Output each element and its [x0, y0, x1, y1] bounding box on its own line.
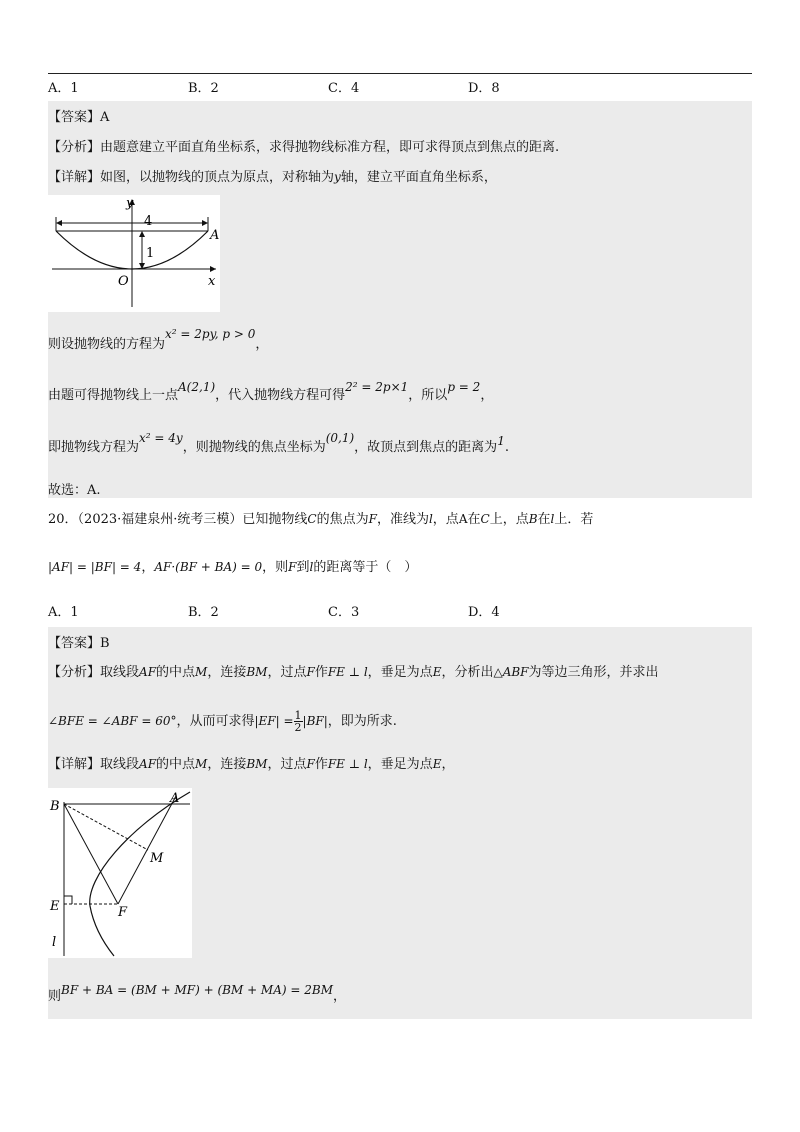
- analysis-label: 【分析】: [48, 140, 101, 155]
- fig1-x-label: x: [208, 274, 216, 289]
- option-a: A．1: [48, 81, 79, 96]
- math-b: B: [528, 512, 538, 526]
- analysis-label: 【分析】: [48, 665, 101, 680]
- line2-end: ，: [480, 388, 494, 403]
- fig1-y-label: y: [126, 196, 134, 211]
- fraction-numerator: 1: [294, 709, 302, 722]
- fig1-height-label: 1: [146, 246, 155, 261]
- q19-answer: 【答案】A: [48, 110, 110, 125]
- q20-answer: 【答案】B: [48, 636, 110, 651]
- math-dot-product: AF·(BF + BA) = 0: [154, 560, 263, 574]
- cond-sep: ，: [141, 560, 155, 575]
- detail-text: ，过点: [267, 757, 307, 772]
- stem-text: 上，点: [489, 512, 529, 527]
- final-end: ，: [333, 989, 347, 1004]
- q20-analysis-line2: [48, 710, 397, 733]
- analysis-text: 由题意建立平面直角坐标系，求得抛物线标准方程，即可求得顶点到焦点的距离.: [100, 140, 560, 155]
- math-c: C: [307, 512, 317, 526]
- q19-line3: [48, 431, 509, 455]
- stem-text: 的焦点为: [316, 512, 369, 527]
- math-bf: |BF|: [302, 714, 328, 728]
- line3-end: .: [504, 440, 509, 455]
- line3-text: ，故顶点到焦点的距离为: [354, 440, 498, 455]
- analysis-text: ，从而可求得: [176, 714, 255, 729]
- option-c: C．3: [328, 605, 360, 620]
- analysis-text: ，即为所求.: [327, 714, 397, 729]
- math-triangle: △ABF: [493, 665, 529, 679]
- option-c: C．4: [328, 81, 360, 96]
- option-b: B．2: [188, 605, 219, 620]
- math-angle: ∠BFE = ∠ABF = 60°: [48, 714, 177, 728]
- line2-text: ，所以: [408, 388, 448, 403]
- option-b: B．2: [188, 81, 219, 96]
- analysis-text: ，连接: [207, 665, 247, 680]
- math-f: F: [306, 757, 315, 771]
- math-l: l: [550, 512, 555, 526]
- math-m: M: [195, 665, 208, 679]
- math-a: A: [458, 512, 468, 526]
- math-bm: BM: [246, 665, 268, 679]
- math-l: l: [309, 560, 314, 574]
- math-af: AF: [139, 665, 157, 679]
- math-e: E: [432, 757, 442, 771]
- analysis-text: 作: [314, 665, 328, 680]
- cond-text: 到: [296, 560, 310, 575]
- cond-text: 的距离等于（ ）: [313, 560, 418, 575]
- detail-text: 取线段: [100, 757, 140, 772]
- stem-text: 在: [537, 512, 551, 527]
- analysis-text: ，垂足为点: [367, 665, 433, 680]
- math-focus: (0,1): [325, 431, 355, 445]
- final-text: 则: [48, 989, 62, 1004]
- math-fe-perp: FE ⊥ l: [327, 665, 368, 679]
- stem-text: 20．（2023·福建泉州·统考三模）已知抛物线: [48, 512, 308, 527]
- q20-detail: [48, 753, 454, 772]
- fig2-b-label: B: [50, 799, 60, 814]
- q19-choose: 故选：A.: [48, 483, 101, 498]
- math-vector-sum: BF + BA = (BM + MF) + (BM + MA) = 2BM: [61, 983, 333, 997]
- math-e: E: [432, 665, 442, 679]
- line2-text: ，代入抛物线方程可得: [215, 388, 346, 403]
- option-d: D．8: [468, 81, 500, 96]
- fig2-f-label: F: [118, 905, 128, 920]
- q19-analysis: [48, 136, 559, 155]
- math-l: l: [428, 512, 433, 526]
- detail-text: 轴，建立平面直角坐标系，: [340, 170, 497, 185]
- math-distance: 1: [497, 434, 505, 448]
- q20-stem: [48, 508, 593, 527]
- detail-text: 如图，以抛物线的顶点为原点，对称轴为: [100, 170, 335, 185]
- line3-text: 即抛物线方程为: [48, 440, 140, 455]
- math-f: F: [368, 512, 377, 526]
- line2-text: 由题可得抛物线上一点: [48, 388, 179, 403]
- math-equal-lengths: |AF| = |BF| = 4: [48, 560, 142, 574]
- line1-end: ，: [255, 337, 269, 352]
- geometry-figure: [48, 788, 192, 958]
- parabola-figure: [48, 195, 220, 312]
- detail-text: 的中点: [156, 757, 196, 772]
- top-rule: [48, 73, 752, 74]
- fig1-a-label: A: [210, 228, 220, 243]
- option-d: D．4: [468, 605, 500, 620]
- analysis-text: 为等边三角形，并求出: [528, 665, 659, 680]
- math-substitute: 2² = 2p×1: [345, 380, 409, 394]
- analysis-text: ，分析出: [441, 665, 494, 680]
- math-parabola-eq: x² = 2py, p > 0: [165, 327, 256, 341]
- q19-line2: [48, 380, 494, 403]
- fig2-l-label: l: [52, 935, 57, 950]
- option-a: A．1: [48, 605, 79, 620]
- stem-text: ，点: [432, 512, 459, 527]
- stem-text: ，准线为: [376, 512, 429, 527]
- detail-label: 【详解】: [48, 170, 101, 185]
- math-af: AF: [139, 757, 157, 771]
- stem-text: 上．若: [554, 512, 594, 527]
- math-fe-perp: FE ⊥ l: [327, 757, 368, 771]
- fraction-half: [294, 710, 303, 733]
- math-p-value: p = 2: [447, 380, 481, 394]
- q20-final-line: [48, 985, 346, 1004]
- analysis-text: 取线段: [100, 665, 140, 680]
- cond-text: ，则: [262, 560, 289, 575]
- detail-label: 【详解】: [48, 757, 101, 772]
- math-m: M: [195, 757, 208, 771]
- math-ef: |EF| =: [254, 714, 294, 728]
- math-point-a: A(2,1): [178, 380, 216, 394]
- line1-text: 则设抛物线的方程为: [48, 337, 166, 352]
- fig2-e-label: E: [50, 899, 60, 914]
- math-bm: BM: [246, 757, 268, 771]
- fraction-denominator: 2: [294, 721, 302, 734]
- fig2-a-label: A: [170, 791, 180, 806]
- line3-text: ，则抛物线的焦点坐标为: [182, 440, 326, 455]
- stem-text: 在: [467, 512, 481, 527]
- detail-text: ，: [441, 757, 455, 772]
- analysis-text: 的中点: [156, 665, 196, 680]
- detail-text: 作: [314, 757, 328, 772]
- q20-analysis: [48, 661, 659, 680]
- fig1-width-label: 4: [144, 214, 153, 229]
- math-c: C: [480, 512, 490, 526]
- detail-text: ，垂足为点: [367, 757, 433, 772]
- fig2-m-label: M: [150, 851, 164, 866]
- math-f: F: [306, 665, 315, 679]
- q19-line1: [48, 327, 269, 352]
- q20-condition: [48, 556, 417, 575]
- math-f: F: [288, 560, 297, 574]
- math-standard-eq: x² = 4y: [139, 431, 183, 445]
- detail-text: ，连接: [207, 757, 247, 772]
- fig1-o-label: O: [118, 274, 129, 289]
- math-y: y: [334, 170, 341, 184]
- analysis-text: ，过点: [267, 665, 307, 680]
- q19-detail: [48, 166, 497, 185]
